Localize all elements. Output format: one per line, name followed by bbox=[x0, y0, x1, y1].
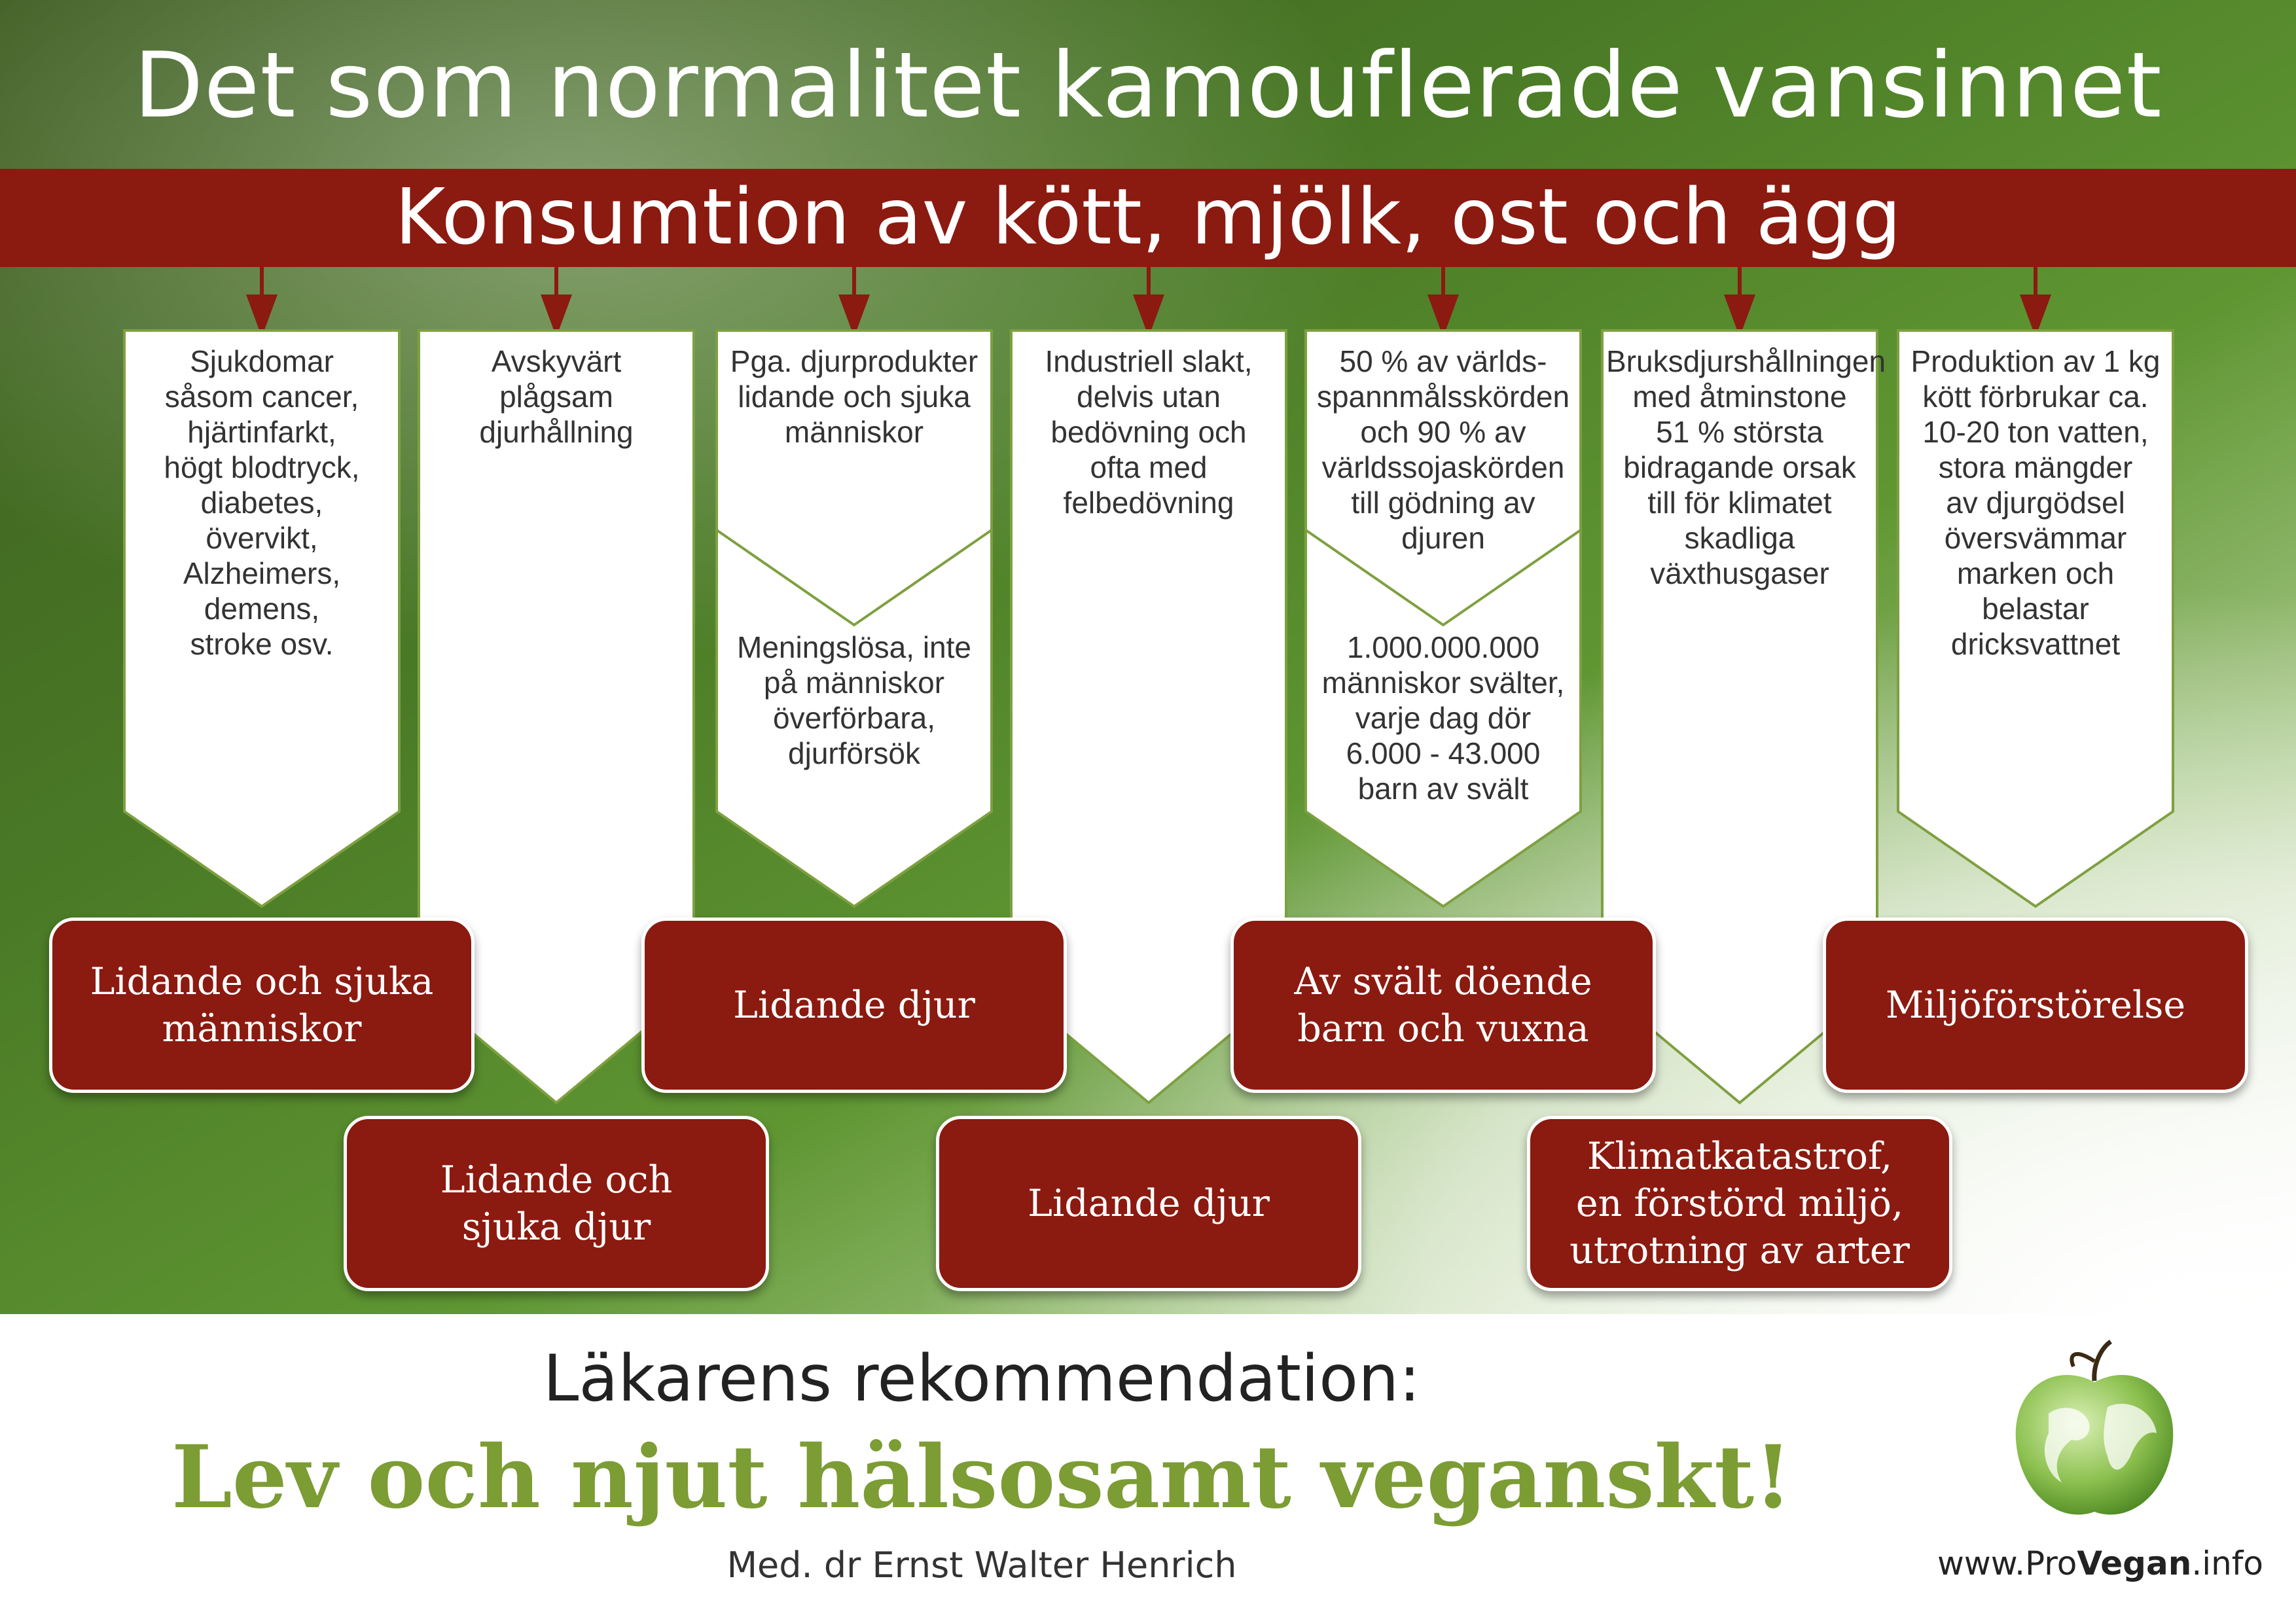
result-box: Lidande djur bbox=[936, 1116, 1361, 1291]
page-subtitle: Konsumtion av kött, mjölk, ost och ägg bbox=[395, 171, 1901, 262]
result-box: Lidande och sjuka djur bbox=[344, 1116, 769, 1291]
column-text: Bruksdjurshållningen med åtminstone 51 % största bidragande orsak till för klimatet skadliga växthusgaser bbox=[1606, 344, 1886, 590]
apple-globe-icon bbox=[1996, 1335, 2193, 1531]
website-bold: Vegan bbox=[2077, 1544, 2192, 1582]
slogan: Lev och njut hälsosamt veganskt! bbox=[171, 1427, 1793, 1528]
recommendation-label: Läkarens rekommendation: bbox=[543, 1342, 1421, 1416]
column-text: Industriell slakt, delvis utan bedövning och ofta med felbedövning bbox=[1045, 344, 1253, 520]
result-box: Klimatkatastrof, en förstörd miljö, utrotning av arter bbox=[1527, 1116, 1952, 1291]
website-prefix: www.Pro bbox=[1937, 1544, 2077, 1582]
column-text: Produktion av 1 kg kött förbrukar ca. 10-20 ton vatten, stora mängder av djurgödsel översvämmar marken och belastar dricksvattnet bbox=[1910, 344, 2161, 661]
result-box: Av svält döende barn och vuxna bbox=[1230, 918, 1656, 1093]
column-subtext: Meningslösa, inte på människor överförbara, djurförsök bbox=[737, 630, 971, 770]
result-box: Miljöförstörelse bbox=[1823, 918, 2248, 1093]
result-box: Lidande djur bbox=[641, 918, 1067, 1093]
result-box: Lidande och sjuka människor bbox=[49, 918, 475, 1093]
column-subtext: 1.000.000.000 människor svälter, varje dag dör 6.000 - 43.000 barn av svält bbox=[1321, 630, 1565, 806]
column-text: 50 % av världs- spannmålsskörden och 90 % av världssojaskörden till gödning av djuren bbox=[1316, 344, 1570, 555]
author: Med. dr Ernst Walter Henrich bbox=[726, 1544, 1237, 1586]
page-title: Det som normalitet kamouflerade vansinnet bbox=[134, 33, 2162, 138]
column-text: Sjukdomar såsom cancer, hjärtinfarkt, högt blodtryck, diabetes, övervikt, Alzheimers, demens, stroke osv. bbox=[164, 344, 360, 661]
column-text: Pga. djurprodukter lidande och sjuka människor bbox=[730, 344, 978, 449]
website-link[interactable] bbox=[1937, 1544, 2263, 1582]
website-suffix: .info bbox=[2191, 1544, 2263, 1582]
column-text: Avskyvärt plågsam djurhållning bbox=[479, 344, 634, 449]
